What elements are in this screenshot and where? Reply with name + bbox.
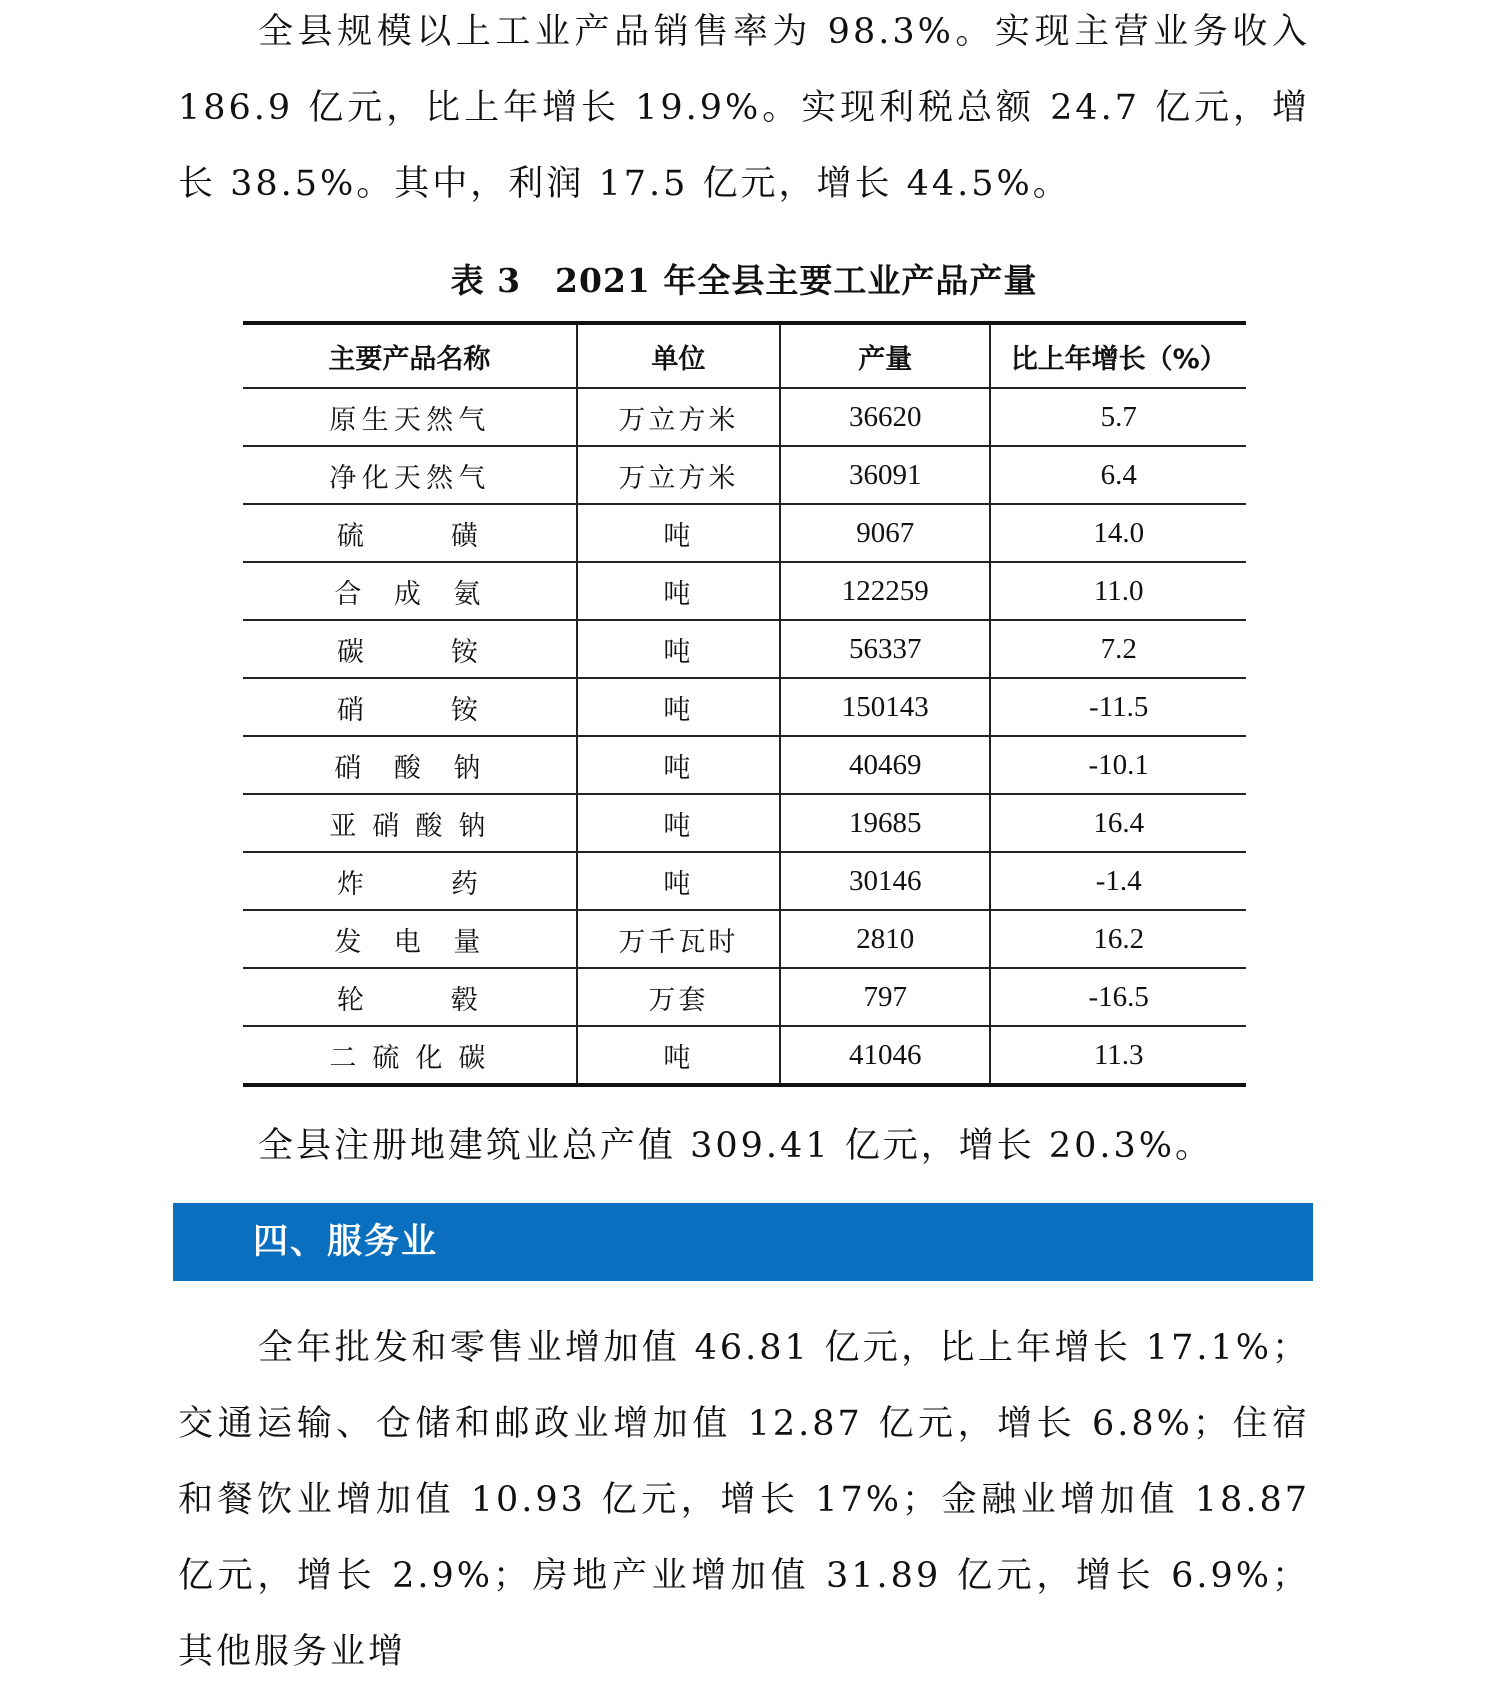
- cell-product-name: [243, 736, 577, 794]
- cell-growth: 14.0: [990, 504, 1246, 562]
- table-row: [243, 968, 1246, 1026]
- table-row: [243, 504, 1246, 562]
- cell-unit: 万套: [577, 968, 780, 1026]
- product-name-text: 合 成 氨: [334, 578, 485, 610]
- table-body: [243, 388, 1246, 1085]
- cell-growth: 16.2: [990, 910, 1246, 968]
- cell-growth: -1.4: [990, 852, 1246, 910]
- paragraph-services: 全年批发和零售业增加值 46.81 亿元，比上年增长 17.1%；交通运输、仓储和邮政业增加值 12.87 亿元，增长 6.8%；住宿和餐饮业增加值 10.93 亿元，增长 17%；金融业增加值 18.87 亿元，增长 2.9%；房地产业增加值 31.89 亿元，增长 6.9%；其他服务业增: [178, 1328, 1310, 1672]
- cell-unit: 吨: [577, 1026, 780, 1085]
- cell-product-name: [243, 794, 577, 852]
- product-name-text: 碳 铵: [336, 636, 482, 668]
- cell-unit: 吨: [577, 736, 780, 794]
- product-name-text: 炸 药: [336, 868, 482, 900]
- cell-output: 9067: [780, 504, 990, 562]
- table-row: [243, 794, 1246, 852]
- cell-growth: 5.7: [990, 388, 1246, 446]
- cell-growth: -16.5: [990, 968, 1246, 1026]
- header-product-name: 主要产品名称: [243, 323, 577, 388]
- cell-output: 797: [780, 968, 990, 1026]
- cell-output: 40469: [780, 736, 990, 794]
- table-row: [243, 562, 1246, 620]
- cell-product-name: [243, 910, 577, 968]
- cell-output: 30146: [780, 852, 990, 910]
- product-name-text: 亚 硝 酸 钠: [329, 810, 490, 842]
- cell-unit: 万立方米: [577, 446, 780, 504]
- header-unit: 单位: [577, 323, 780, 388]
- product-name-text: 原 生 天 然 气: [329, 404, 490, 436]
- cell-unit: 万立方米: [577, 388, 780, 446]
- cell-growth: -11.5: [990, 678, 1246, 736]
- product-name-text: 二 硫 化 碳: [329, 1042, 490, 1074]
- cell-product-name: [243, 446, 577, 504]
- cell-product-name: [243, 1026, 577, 1085]
- cell-unit: 吨: [577, 678, 780, 736]
- cell-product-name: [243, 968, 577, 1026]
- table-row: [243, 388, 1246, 446]
- cell-unit: 吨: [577, 620, 780, 678]
- table-title: 表 3 2021 年全县主要工业产品产量: [450, 261, 1038, 300]
- table-row: [243, 446, 1246, 504]
- cell-growth: 6.4: [990, 446, 1246, 504]
- cell-product-name: [243, 678, 577, 736]
- table-row: [243, 620, 1246, 678]
- cell-output: 150143: [780, 678, 990, 736]
- section-header-services: [173, 1203, 1313, 1281]
- cell-product-name: [243, 388, 577, 446]
- cell-output: 56337: [780, 620, 990, 678]
- table-header-row: [243, 323, 1246, 388]
- table-row: [243, 1026, 1246, 1085]
- cell-growth: 11.3: [990, 1026, 1246, 1085]
- table-row: [243, 852, 1246, 910]
- header-growth: 比上年增长（%）: [990, 323, 1246, 388]
- cell-growth: 7.2: [990, 620, 1246, 678]
- cell-output: 19685: [780, 794, 990, 852]
- section-title: 四、服务业: [253, 1222, 439, 1262]
- cell-output: 36620: [780, 388, 990, 446]
- cell-growth: 16.4: [990, 794, 1246, 852]
- product-name-text: 发 电 量: [334, 926, 485, 958]
- cell-unit: 吨: [577, 504, 780, 562]
- table-row: [243, 678, 1246, 736]
- cell-product-name: [243, 852, 577, 910]
- cell-unit: 吨: [577, 852, 780, 910]
- table-row: [243, 736, 1246, 794]
- cell-unit: 吨: [577, 562, 780, 620]
- cell-unit: 吨: [577, 794, 780, 852]
- cell-product-name: [243, 504, 577, 562]
- paragraph-construction: 全县注册地建筑业总产值 309.41 亿元，增长 20.3%。: [258, 1126, 1214, 1166]
- cell-output: 41046: [780, 1026, 990, 1085]
- table-row: [243, 910, 1246, 968]
- cell-product-name: [243, 620, 577, 678]
- cell-output: 36091: [780, 446, 990, 504]
- cell-product-name: [243, 562, 577, 620]
- industrial-products-table: [243, 321, 1246, 1087]
- cell-growth: -10.1: [990, 736, 1246, 794]
- product-name-text: 轮 毂: [336, 984, 482, 1016]
- cell-unit: 万千瓦时: [577, 910, 780, 968]
- cell-growth: 11.0: [990, 562, 1246, 620]
- cell-output: 2810: [780, 910, 990, 968]
- product-name-text: 硝 酸 钠: [334, 752, 485, 784]
- paragraph-industrial-sales: 全县规模以上工业产品销售率为 98.3%。实现主营业务收入 186.9 亿元，比上年增长 19.9%。实现利税总额 24.7 亿元，增长 38.5%。其中，利润 17.5 亿元，增长 44.5%。: [178, 12, 1310, 204]
- product-name-text: 净 化 天 然 气: [329, 462, 490, 494]
- header-output: 产量: [780, 323, 990, 388]
- product-name-text: 硫 磺: [336, 520, 482, 552]
- cell-output: 122259: [780, 562, 990, 620]
- product-name-text: 硝 铵: [336, 694, 482, 726]
